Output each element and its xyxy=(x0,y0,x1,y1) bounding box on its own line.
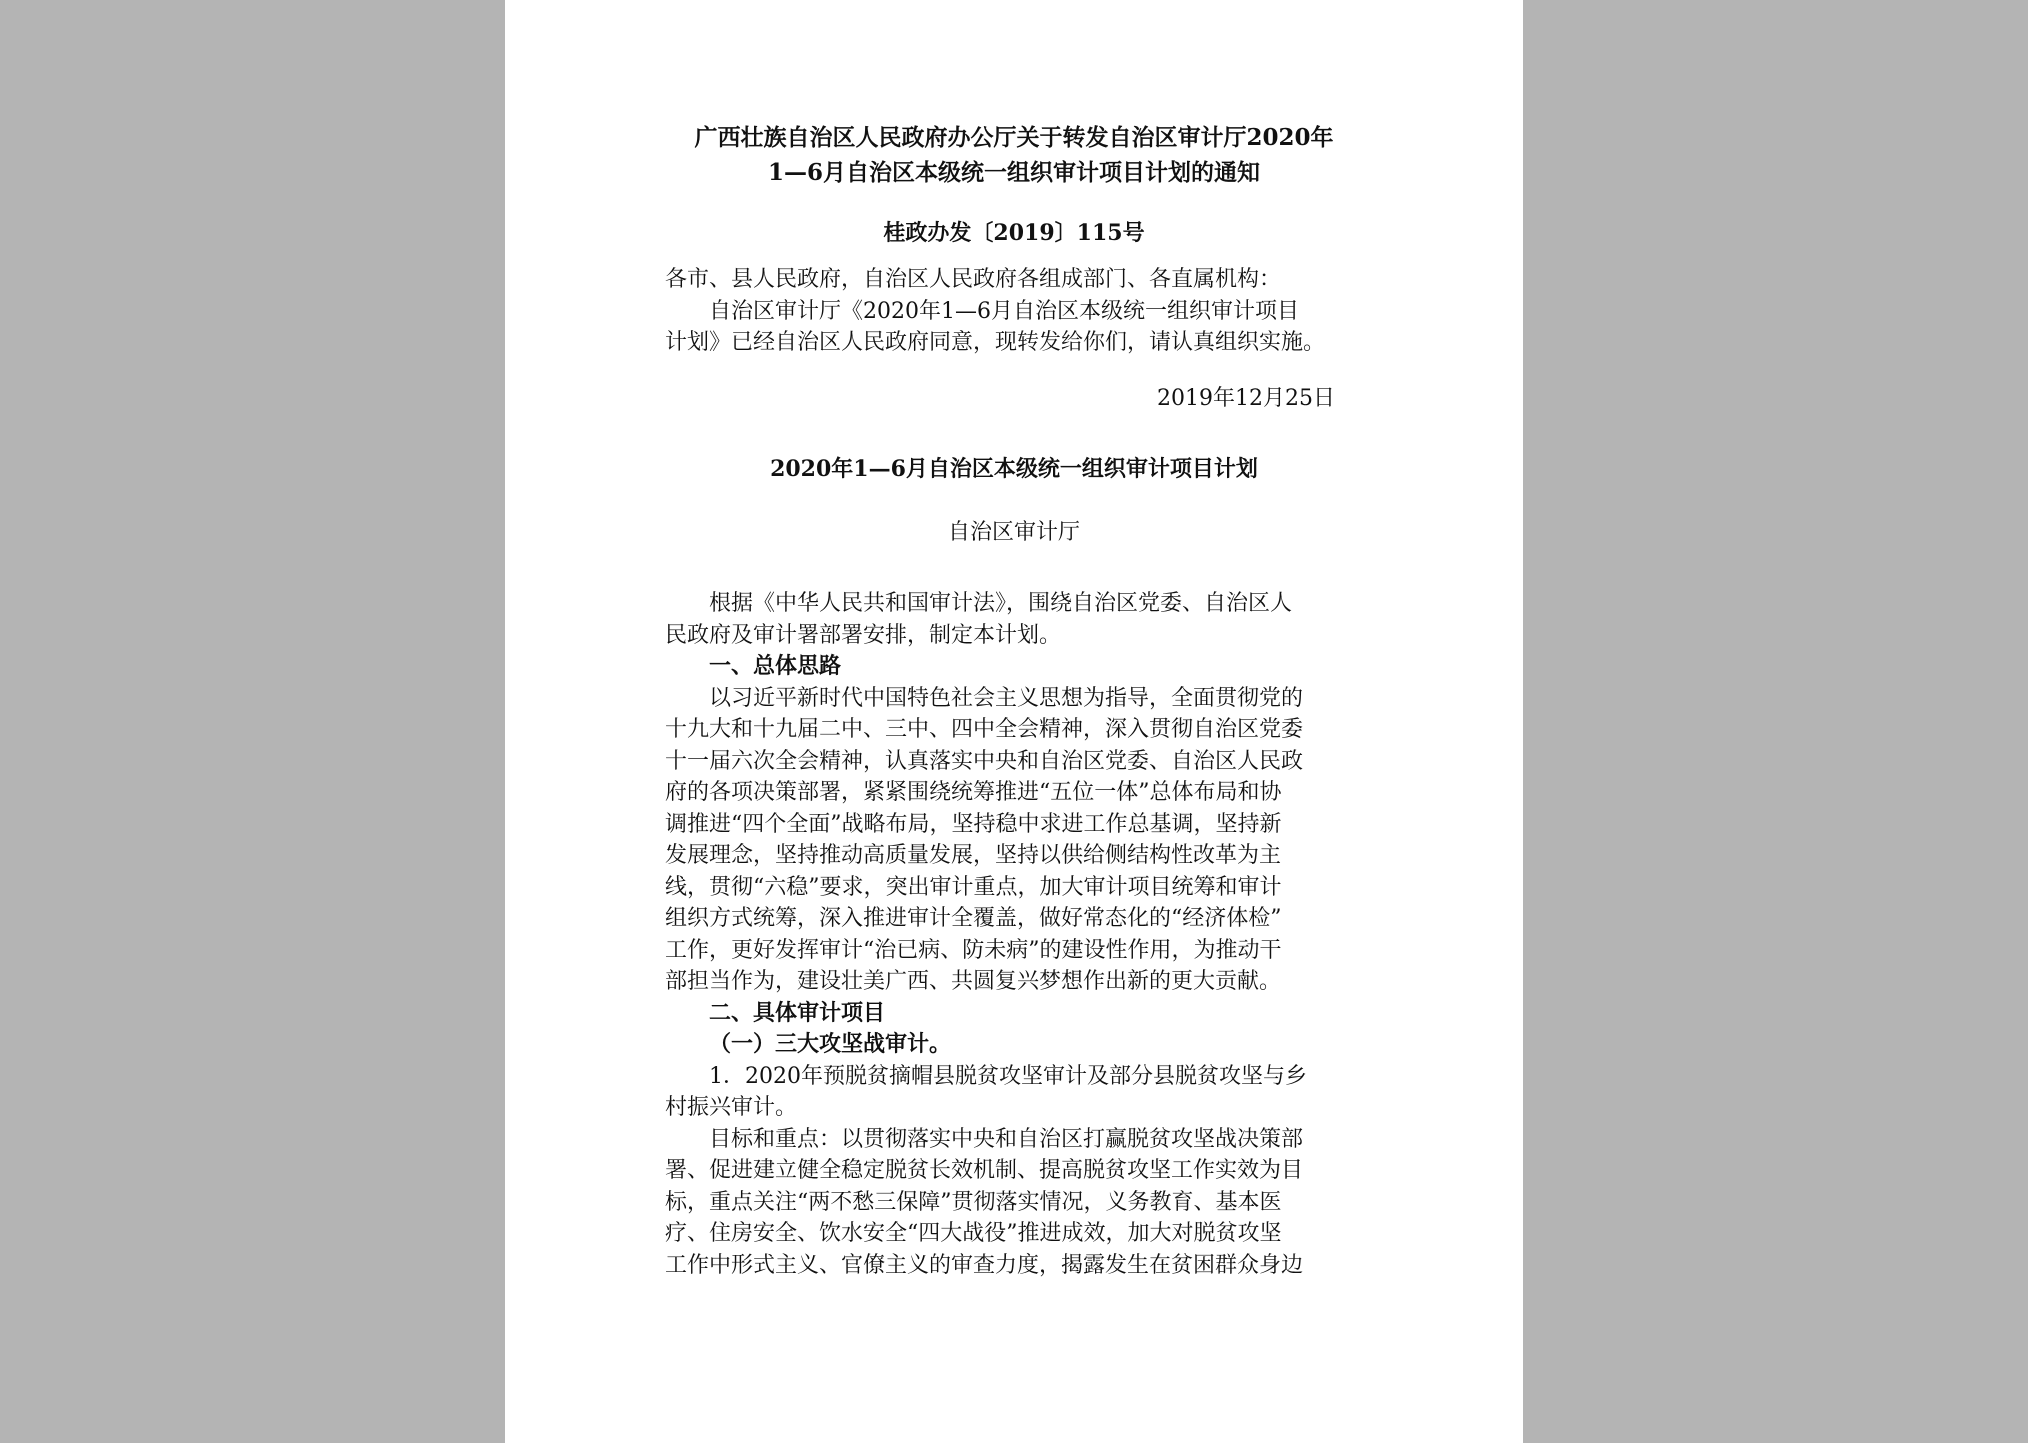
notice-body-line-2: 计划》已经自治区人民政府同意，现转发给你们，请认真组织实施。 xyxy=(665,330,1326,355)
notice-body-line-1: 自治区审计厅《2020年1—6月自治区本级统一组织审计项目 xyxy=(709,298,1299,324)
goals-line: 工作中形式主义、官僚主义的审查力度，揭露发生在贫困群众身边 xyxy=(665,1252,1304,1278)
addressee: 各市、县人民政府，自治区人民政府各组成部门、各直属机构： xyxy=(665,267,1282,292)
section-1-line: 工作，更好发挥审计“治已病、防未病”的建设性作用，为推动干 xyxy=(665,937,1282,963)
plan-intro-line-1: 根据《中华人民共和国审计法》，围绕自治区党委、自治区人 xyxy=(709,591,1293,616)
section-1-body xyxy=(665,683,1363,998)
section-1-heading: 一、总体思路 xyxy=(709,653,842,679)
document-page xyxy=(505,0,1523,1443)
section-1-line: 部担当作为，建设壮美广西、共圆复兴梦想作出新的更大贡献。 xyxy=(665,969,1282,994)
plan-author: 自治区审计厅 xyxy=(947,520,1080,545)
section-1-line: 十一届六次全会精神，认真落实中央和自治区党委、自治区人民政 xyxy=(665,748,1304,774)
goals-line: 目标和重点：以贯彻落实中央和自治区打赢脱贫攻坚战决策部 xyxy=(709,1126,1304,1152)
section-1-line: 发展理念，坚持推动高质量发展，坚持以供给侧结构性改革为主 xyxy=(665,843,1282,868)
item-1-line-2: 村振兴审计。 xyxy=(665,1095,798,1120)
item-1-line-1: 1．2020年预脱贫摘帽县脱贫攻坚审计及部分县脱贫攻坚与乡 xyxy=(709,1063,1307,1089)
section-1-line: 以习近平新时代中国特色社会主义思想为指导，全面贯彻党的 xyxy=(709,685,1304,711)
goals-line: 疗、住房安全、饮水安全“四大战役”推进成效，加大对脱贫攻坚 xyxy=(665,1221,1282,1246)
goals-line: 标，重点关注“两不愁三保障”贯彻落实情况，义务教育、基本医 xyxy=(665,1189,1282,1215)
section-1-line: 组织方式统筹，深入推进审计全覆盖，做好常态化的“经济体检” xyxy=(665,906,1282,931)
document-title-line-2: 1—6月自治区本级统一组织审计项目计划的通知 xyxy=(767,159,1260,186)
section-1-line: 调推进“四个全面”战略布局，坚持稳中求进工作总基调，坚持新 xyxy=(665,811,1282,837)
section-2-heading: 二、具体审计项目 xyxy=(709,999,886,1026)
section-1-line: 府的各项决策部署，紧紧围绕统筹推进“五位一体”总体布局和协 xyxy=(665,780,1282,805)
document-date: 2019年12月25日 xyxy=(1157,385,1335,411)
goals-body xyxy=(665,1124,1363,1282)
section-1-line: 十九大和十九届二中、三中、四中全会精神，深入贯彻自治区党委 xyxy=(665,717,1304,742)
plan-title: 2020年1—6月自治区本级统一组织审计项目计划 xyxy=(770,456,1258,482)
section-1-line: 线，贯彻“六稳”要求，突出审计重点，加大审计项目统筹和审计 xyxy=(665,874,1282,900)
document-title-line-1: 广西壮族自治区人民政府办公厅关于转发自治区审计厅2020年 xyxy=(694,124,1334,151)
plan-intro-line-2: 民政府及审计署部署安排，制定本计划。 xyxy=(665,622,1062,648)
subsection-1-heading: （一）三大攻坚战审计。 xyxy=(709,1031,952,1057)
document-number: 桂政办发〔2019〕115号 xyxy=(883,220,1145,246)
goals-line: 署、促进建立健全稳定脱贫长效机制、提高脱贫攻坚工作实效为目 xyxy=(665,1158,1304,1183)
